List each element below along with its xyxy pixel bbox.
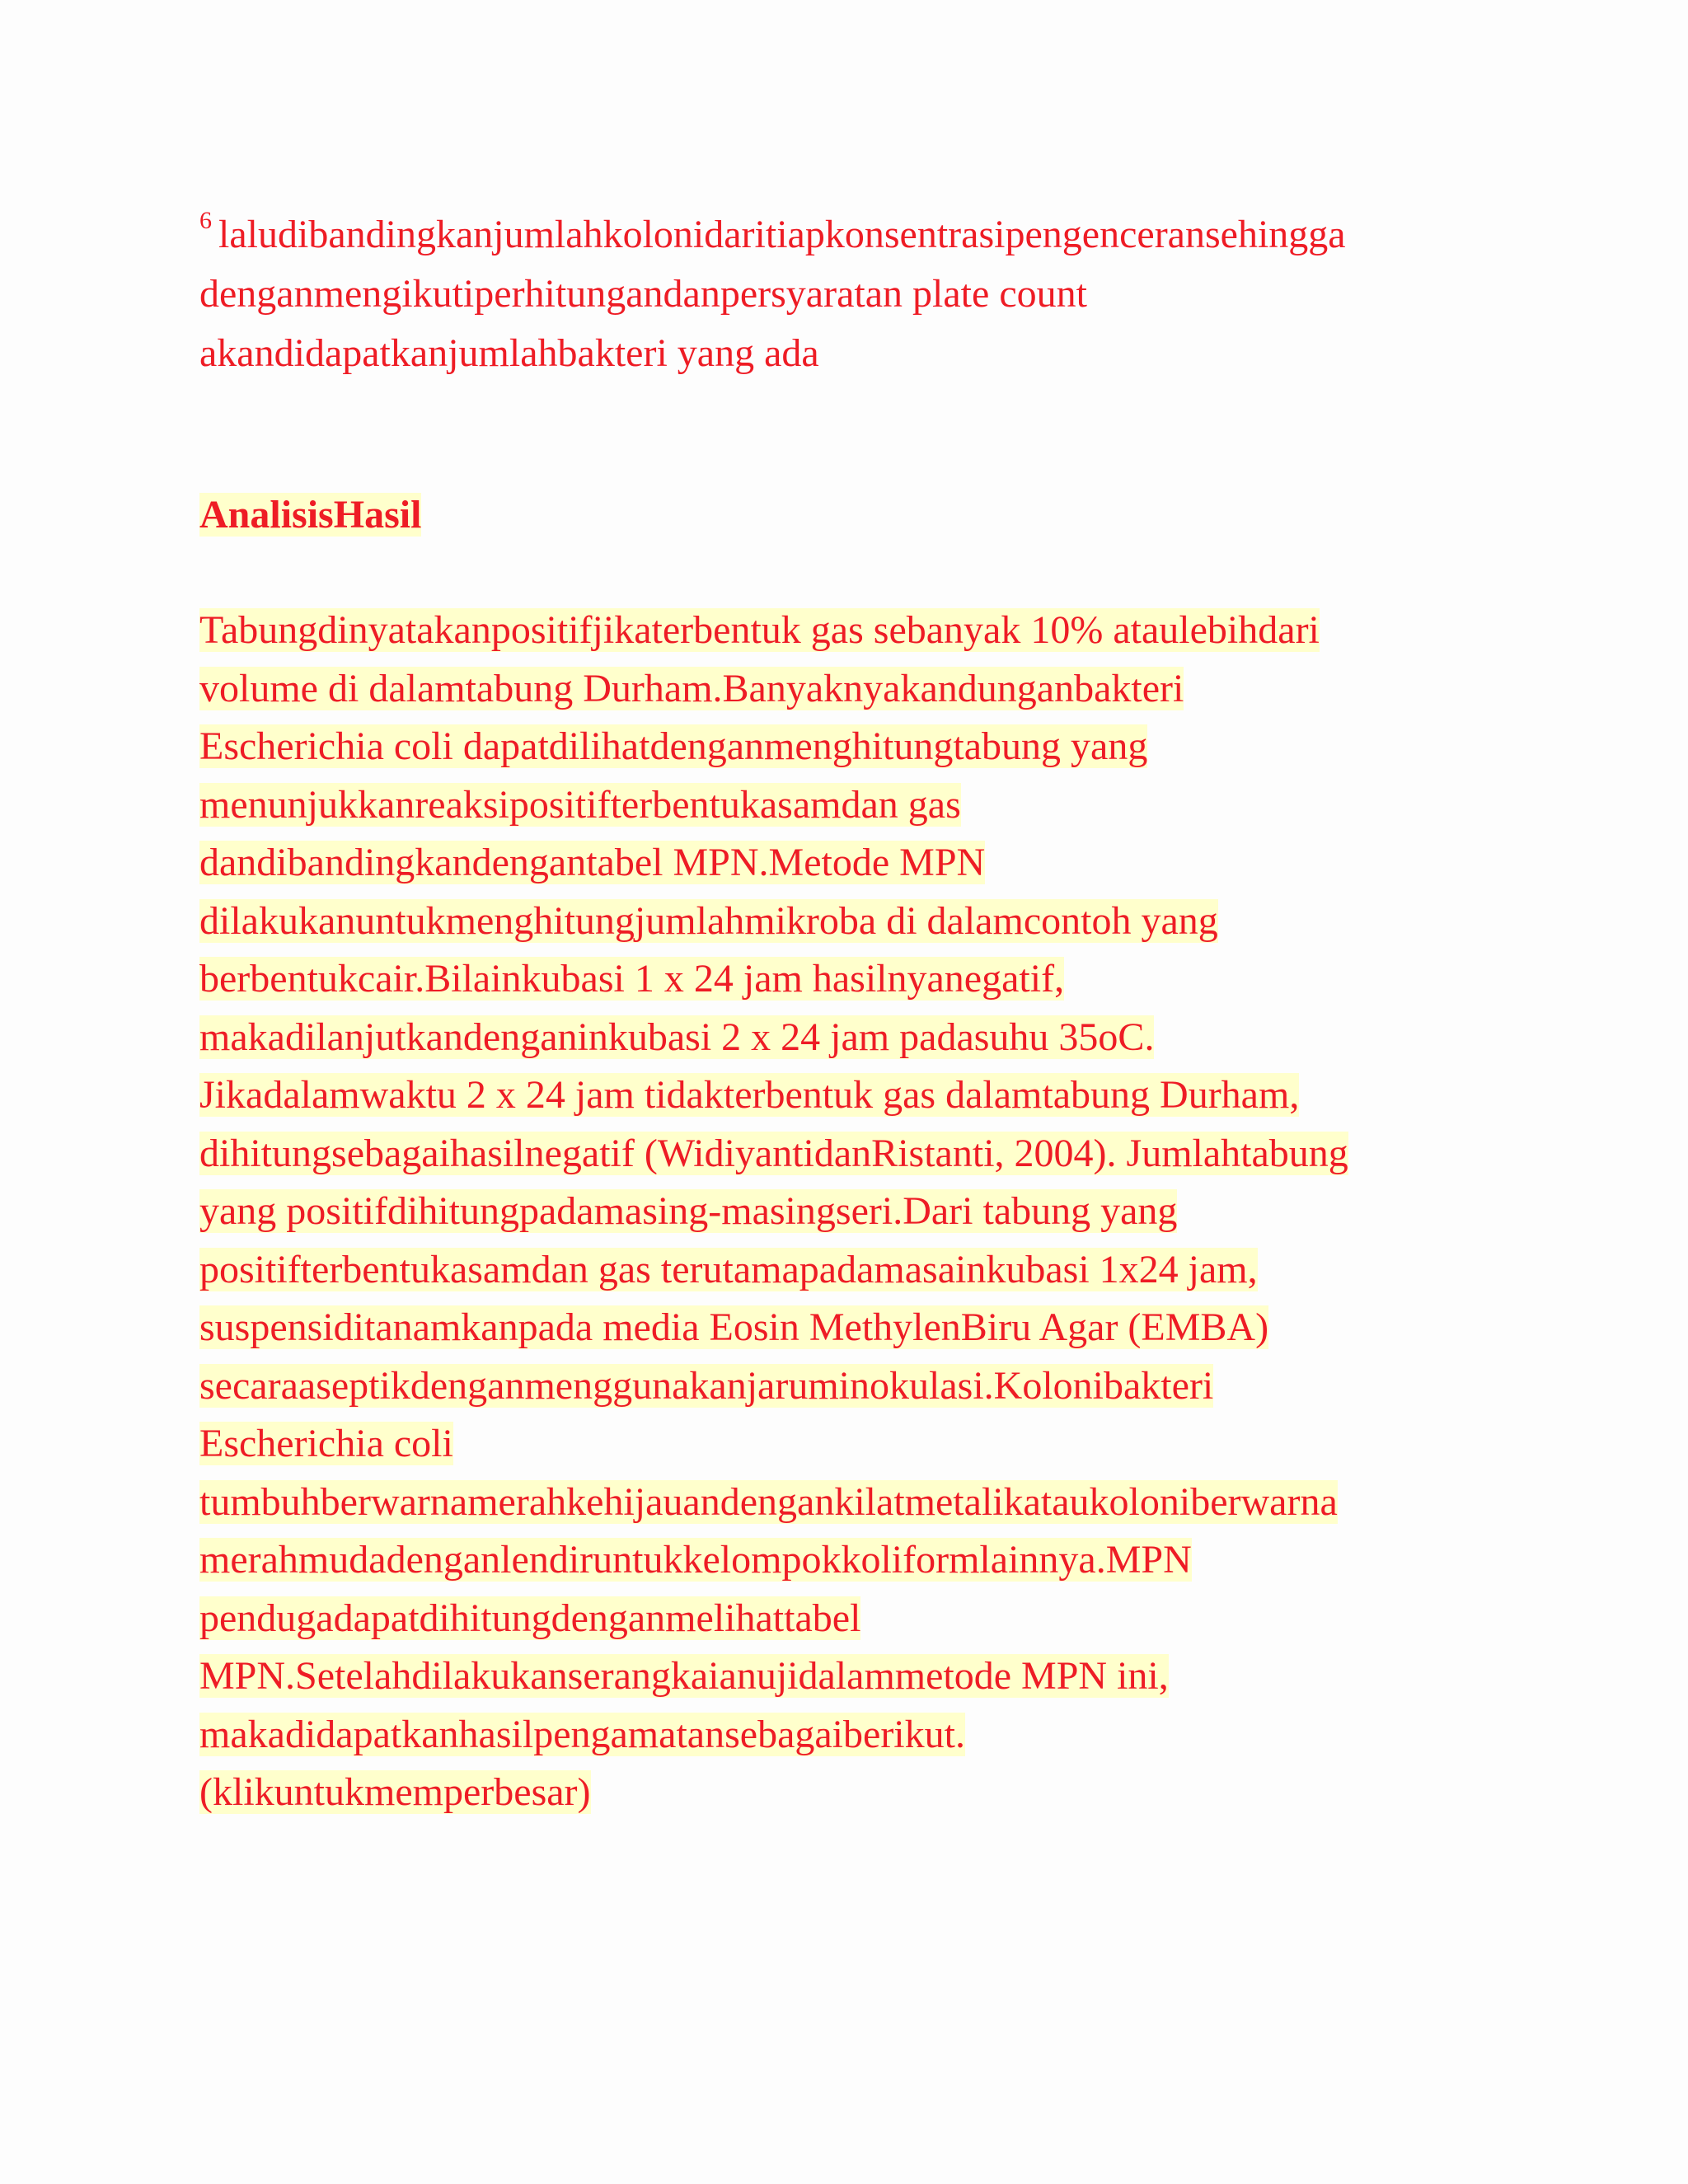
analysis-paragraph (199, 602, 1485, 1822)
paragraph-line (199, 1066, 1485, 1125)
paragraph-line (199, 602, 1485, 660)
paragraph-line (199, 776, 1485, 835)
paragraph-line-text: Tabungdinyatakanpositifjikaterbentuk gas sebanyak 10% ataulebihdari (199, 608, 1320, 652)
paragraph-line (199, 1241, 1485, 1300)
paragraph-line (199, 1357, 1485, 1416)
paragraph-line (199, 1706, 1485, 1765)
paragraph-line-text: pendugadapatdihitungdenganmelihattabel (199, 1596, 861, 1640)
intro-line-text: laludibandingkanjumlahkolonidaritiapkonsentrasipengenceransehingga (218, 213, 1346, 256)
intro-line-2: denganmengikutiperhitungandanpersyaratan plate count (199, 272, 1087, 316)
paragraph-line (199, 950, 1485, 1009)
paragraph-line-text: MPN.Setelahdilakukanserangkaianujidalammetode MPN ini, (199, 1654, 1169, 1698)
paragraph-line-text: merahmudadenganlendiruntukkelompokkoliformlainnya.MPN (199, 1538, 1192, 1582)
section-heading-text: AnalisisHasil (199, 493, 422, 537)
paragraph-line-text: makadidapatkanhasilpengamatansebagaiberikut. (199, 1712, 965, 1756)
paragraph-line-text: menunjukkanreaksipositifterbentukasamdan gas (199, 782, 961, 827)
paragraph-line-text: positifterbentukasamdan gas terutamapadamasainkubasi 1x24 jam, (199, 1247, 1258, 1291)
paragraph-line-text: dilakukanuntukmenghitungjumlahmikroba di dalamcontoh yang (199, 898, 1218, 943)
paragraph-line-text: volume di dalamtabung Durham.Banyaknyakandunganbakteri (199, 666, 1184, 710)
paragraph-line (199, 1125, 1485, 1183)
paragraph-line-text: yang positifdihitungpadamasing-masingseri.Dari tabung yang (199, 1189, 1178, 1233)
paragraph-line-text: Jikadalamwaktu 2 x 24 jam tidakterbentuk gas dalamtabung Durham, (199, 1073, 1300, 1117)
intro-line-3: akandidapatkanjumlahbakteri yang ada (199, 331, 819, 375)
paragraph-line (199, 718, 1485, 776)
paragraph-line-text: berbentukcair.Bilainkubasi 1 x 24 jam hasilnyanegatif, (199, 957, 1065, 1001)
paragraph-line-text: makadilanjutkandenganinkubasi 2 x 24 jam padasuhu 35oC. (199, 1015, 1155, 1059)
paragraph-line (199, 1531, 1485, 1590)
intro-line-1 (199, 196, 1485, 265)
enlarge-link[interactable] (199, 1764, 1485, 1822)
paragraph-line-text: dandibandingkandengantabel MPN.Metode MPN (199, 841, 986, 884)
paragraph-line (199, 1474, 1485, 1532)
footnote-marker: 6 (199, 207, 212, 234)
paragraph-line (199, 893, 1485, 951)
paragraph-line (199, 1647, 1485, 1706)
paragraph-line-text: dihitungsebagaihasilnegatif (WidiyantidanRistanti, 2004). Jumlahtabung (199, 1131, 1348, 1175)
section-heading (199, 485, 421, 545)
paragraph-line (199, 1009, 1485, 1067)
paragraph-line-text: secaraaseptikdenganmenggunakanjaruminokulasi.Kolonibakteri (199, 1363, 1214, 1408)
enlarge-link-text[interactable]: (klikuntukmemperbesar) (199, 1770, 591, 1814)
paragraph-line-text: tumbuhberwarnamerahkehijauandengankilatmetalikataukoloniberwarna (199, 1479, 1338, 1524)
paragraph-line (199, 1590, 1485, 1648)
paragraph-line (199, 834, 1485, 893)
paragraph-line-text: Escherichia coli dapatdilihatdenganmenghitungtabung yang (199, 724, 1148, 768)
paragraph-line (199, 1415, 1485, 1474)
paragraph-line (199, 1183, 1485, 1241)
paragraph-line (199, 660, 1485, 719)
paragraph-line-text: Escherichia coli (199, 1422, 453, 1465)
paragraph-line-text: suspensiditanamkanpada media Eosin MethylenBiru Agar (EMBA) (199, 1305, 1269, 1349)
paragraph-line (199, 1299, 1485, 1357)
intro-paragraph (199, 196, 1485, 383)
